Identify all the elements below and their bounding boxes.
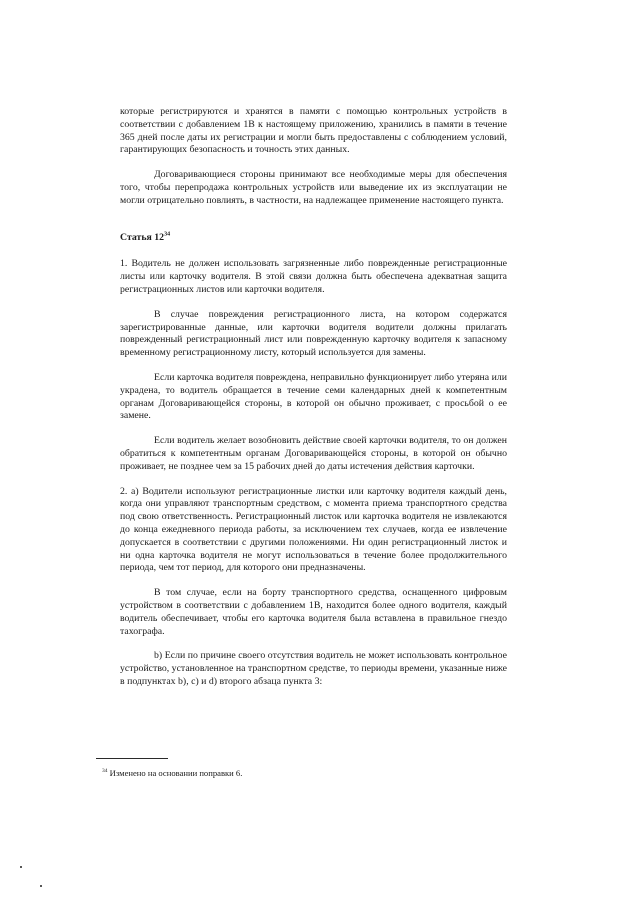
footnote-reference: 34 [164,231,171,238]
item-2a-paragraph: 2. а) Водители используют регистрационные листки или карточку водителя каждый день, когда они управляют транспортным средством, с момента приема транспортного средства под свою ответственность. Регистрационный листок или карточка водителя не извлекаются до конца ежедневного периода работы, за исключением тех случаев, когда ее извлечение допускается в соответствии с другими положениями. Ни один регистрационный листок и ни одна карточка водителя не могут использоваться в течение более продолжительного периода, чем тот период, для которого они предназначены. [120,485,507,574]
article-title: Статья 12 [120,231,165,243]
footnote-number: 34 [102,768,108,775]
footnote [102,768,242,779]
item-1-paragraph: 1. Водитель не должен использовать загрязненные либо поврежденные регистрационные листы или карточку водителя. В этой связи должна быть обеспечена адекватная защита регистрационных листов или карточки водителя. [120,258,507,295]
item-2b-paragraph: b) Если по причине своего отсутствия водитель не может использовать контрольное устройство, установленное на транспортном средстве, то периоды времени, указанные ниже в подпунктах b), с) и d) второго абзаца пункта 3: [120,650,507,687]
item-1-renewal-paragraph: Если водитель желает возобновить действие своей карточки водителя, то он должен обратиться к компетентным органам Договаривающейся стороны, в которой он обычно проживает, не позднее чем за 15 рабочих дней до даты истечения действия карточки. [120,435,507,472]
item-2a-multiple-drivers-paragraph: В том случае, если на борту транспортного средства, оснащенного цифровым устройством в соответствии с добавлением 1В, находится более одного водителя, каждый водитель обеспечивает, чтобы его карточка водителя была вставлена в правильное гнездо тахографа. [120,587,507,637]
intro-paragraph: которые регистрируются и хранятся в памяти с помощью контрольных устройств в соответствии с добавлением 1В к настоящему приложению, хранились в памяти в течение 365 дней после даты их регистрации и могли быть предоставлены с соблюдением условий, гарантирующих безопасность и точность этих данных. [120,106,507,156]
footnote-text: Изменено на основании поправки 6. [109,768,243,778]
document-body [120,106,507,701]
footnote-divider [96,758,168,759]
article-heading [120,232,507,245]
item-1-damage-paragraph: В случае повреждения регистрационного листа, на котором содержатся зарегистрированные данные, или карточки водителя водители должны прилагать поврежденный регистрационный лист или поврежденную карточку водителя к запасному временному регистрационному листу, который используется для замены. [120,308,507,359]
item-1-lost-card-paragraph: Если карточка водителя повреждена, неправильно функционирует либо утеряна или украдена, то водитель обращается в течение семи календарных дней к компетентным органам Договаривающейся стороны, в которой он обычно проживает, с просьбой о ее замене. [120,371,507,422]
scan-speck [20,866,22,868]
measures-paragraph: Договаривающиеся стороны принимают все необходимые меры для обеспечения того, чтобы перепродажа контрольных устройств или выведение их из эксплуатации не могли отрицательно повлиять, в частности, на надлежащее применение настоящего пункта. [120,169,507,206]
scan-speck [40,885,42,887]
